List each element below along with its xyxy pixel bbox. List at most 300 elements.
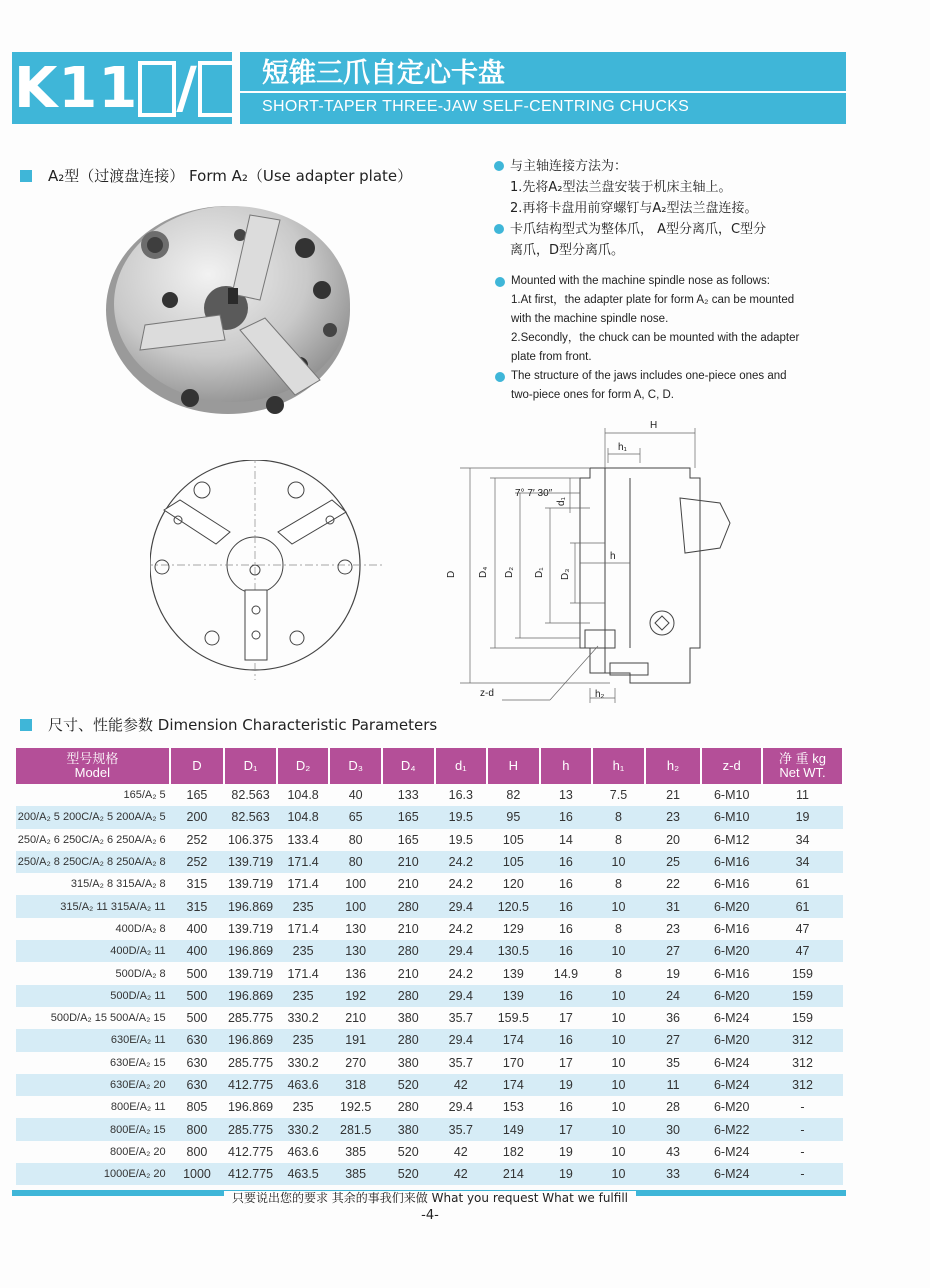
table-cell: 196.869 [224,895,277,917]
table-cell: 139.719 [224,851,277,873]
column-header: z-d [701,748,762,784]
table-cell: 10 [592,1029,645,1051]
table-cell: 16 [540,806,593,828]
table-cell: 159 [792,966,813,981]
svg-text:h₂: h₂ [595,689,605,700]
table-cell: 16 [540,851,593,873]
table-cell: 6-M20 [701,1029,762,1051]
table-cell: 10 [592,1118,645,1140]
table-row [16,1007,843,1029]
table-row [16,985,843,1007]
table-cell: 330.2 [287,1055,319,1070]
table-cell: 16 [558,1100,573,1115]
table-cell: 630 [170,1074,225,1096]
bullet-icon [494,224,504,234]
column-header: 净 重 kg Net WT. [762,748,843,784]
table-cell: 165 [186,788,208,803]
table-cell: 16 [540,1029,593,1051]
table-cell: 130.5 [487,940,540,962]
table-cell: 14 [558,832,573,847]
table-cell: 6-M12 [713,832,750,847]
table-cell: 280 [397,1100,419,1115]
table-cell: 520 [382,1074,435,1096]
table-cell: 29.4 [435,940,488,962]
table-cell: 6-M24 [713,1055,750,1070]
bullet-icon [495,372,505,382]
table-cell: 252 [170,851,225,873]
table-cell: 28 [666,1100,681,1115]
table-cell: 463.6 [287,1144,319,1159]
table-cell: 16 [558,877,573,892]
table-cell: 280 [382,985,435,1007]
table-cell: 19 [540,1163,593,1185]
column-header: H [487,748,540,784]
table-cell: 6-M10 [701,806,762,828]
table-cell: 235 [292,1100,314,1115]
table-cell: 210 [382,851,435,873]
table-cell: 196.869 [224,985,277,1007]
table-row [16,1074,843,1096]
table-cell: 24.2 [448,877,473,892]
table-cell: - [800,1100,805,1115]
table-cell: 252 [186,832,208,847]
table-cell: 463.5 [277,1163,330,1185]
table-row [16,1029,843,1051]
table-cell: 385 [345,1144,367,1159]
table-cell: 42 [453,1144,468,1159]
table-cell: 235 [277,1029,330,1051]
table-cell: 65 [329,806,382,828]
table-cell: 500 [186,966,208,981]
table-cell: - [762,1118,843,1140]
table-cell: 139 [502,966,524,981]
table-cell: 153 [502,1100,524,1115]
column-header: D [170,748,225,784]
svg-text:h₁: h₁ [618,442,627,453]
table-cell: 139.719 [227,966,274,981]
table-cell: 192 [329,985,382,1007]
note-en-5: plate from front. [511,351,592,363]
table-cell: 104.8 [277,806,330,828]
table-cell: 196.869 [224,1029,277,1051]
title-cn: 短锥三爪自定心卡盘 [262,58,505,89]
note-cn-5: 离爪，D型分离爪。 [510,243,625,258]
table-cell: 6-M22 [701,1118,762,1140]
model-cell: 630E/A₂ 20 [16,1074,170,1096]
table-cell: 270 [345,1055,367,1070]
table-cell: 159 [792,1011,813,1026]
table-cell: 312 [762,1029,843,1051]
table-cell: 14.9 [553,966,579,981]
table-cell: 10 [611,1055,626,1070]
column-header: h₂ [645,748,702,784]
table-cell: 16 [558,921,573,936]
column-header: h [540,748,593,784]
model-cell: 315/A₂ 11 315A/A₂ 11 [16,895,170,917]
table-cell: 412.775 [227,1144,274,1159]
table-row [16,784,843,806]
table-cell: 82 [506,788,521,803]
table-cell: 281.5 [329,1118,382,1140]
table-row [16,962,843,984]
table-body [16,784,843,1185]
table-cell: 80 [329,851,382,873]
table-cell: 312 [762,1074,843,1096]
table-cell: 30 [645,1118,702,1140]
table-cell: 139.719 [227,921,274,936]
table-cell: 210 [345,1011,367,1026]
table-cell: 19 [558,1144,573,1159]
table-cell: 412.775 [224,1074,277,1096]
table-cell: 42 [435,1074,488,1096]
table-cell: 19 [762,806,843,828]
section-drawing [440,418,740,708]
table-cell: 6-M20 [713,1100,750,1115]
table-cell: 10 [592,895,645,917]
table-cell: 19 [540,1074,593,1096]
table-cell: 40 [348,788,363,803]
table-cell: 159.5 [497,1011,529,1026]
model-cell: 500D/A₂ 8 [115,967,166,980]
header-rule [240,91,846,93]
table-cell: 6-M16 [713,921,750,936]
svg-text:D₃: D₃ [560,568,571,580]
table-cell: - [762,1163,843,1185]
table-cell: 210 [397,966,419,981]
table-cell: 10 [592,851,645,873]
table-row [16,1163,843,1185]
table-cell: 630 [170,1029,225,1051]
table-cell: 192.5 [340,1100,372,1115]
model-cell: 630E/A₂ 11 [16,1029,170,1051]
table-cell: 6-M24 [701,1074,762,1096]
table-cell: 174 [487,1074,540,1096]
table-cell: 100 [345,877,367,892]
table-cell: 400 [170,940,225,962]
column-header: D₃ [329,748,382,784]
model-cell: 630E/A₂ 15 [110,1056,166,1069]
table-cell: 16 [540,940,593,962]
table-cell: 380 [397,1055,419,1070]
table-header-row [16,748,843,784]
table-cell: 380 [382,1118,435,1140]
table-cell: 82.563 [231,788,270,803]
table-cell: 200 [170,806,225,828]
table-cell: 210 [397,877,419,892]
table-cell: 34 [762,851,843,873]
table-cell: 196.869 [224,940,277,962]
table-cell: 6-M16 [713,966,750,981]
table-cell: 191 [329,1029,382,1051]
table-cell: 196.869 [227,1100,274,1115]
notes-cn [510,156,766,261]
table-cell: 805 [186,1100,208,1115]
table-cell: 500 [186,1011,208,1026]
note-en-3: with the machine spindle nose. [511,313,669,325]
table-cell: 165 [397,832,419,847]
table-cell: 33 [645,1163,702,1185]
table-cell: 31 [645,895,702,917]
svg-text:D: D [446,570,457,578]
table-cell: 23 [645,806,702,828]
table-cell: 285.775 [227,1055,274,1070]
table-cell: 22 [666,877,681,892]
table-cell: 10 [592,985,645,1007]
table-cell: 11 [796,788,809,803]
table-cell: 29.4 [435,985,488,1007]
table-cell: 280 [382,895,435,917]
table-cell: 170 [502,1055,524,1070]
table-cell: 280 [382,1029,435,1051]
notes-en [511,272,799,405]
table-cell: 130 [329,940,382,962]
table-cell: 6-M16 [701,851,762,873]
model-cell: 200/A₂ 5 200C/A₂ 5 200A/A₂ 5 [16,806,170,828]
table-cell: 133 [397,788,419,803]
table-cell: 24.2 [448,921,473,936]
table-cell: 19 [666,966,681,981]
table-cell: 1000 [170,1163,225,1185]
table-cell: 24.2 [448,966,473,981]
table-row [16,940,843,962]
table-cell: 10 [611,1144,626,1159]
table-cell: - [800,1144,805,1159]
table-cell: 120 [502,877,524,892]
table-row [16,1118,843,1140]
model-cell: 800E/A₂ 15 [16,1118,170,1140]
model-cell: 500D/A₂ 11 [16,985,170,1007]
table-cell: 380 [397,1011,419,1026]
table-cell: 6-M24 [701,1163,762,1185]
table-cell: 800 [186,1144,208,1159]
table-cell: 24.2 [435,851,488,873]
table-cell: 174 [487,1029,540,1051]
table-cell: 318 [329,1074,382,1096]
product-code: K11 / [14,54,236,124]
note-en-7: two-piece ones for form A, C, D. [511,389,674,401]
table-cell: 43 [666,1144,681,1159]
table-row [16,918,843,940]
table-cell: 171.4 [277,851,330,873]
svg-text:7° 7′ 30″: 7° 7′ 30″ [515,488,553,499]
table-cell: 29.4 [448,1100,473,1115]
table-row [16,1141,843,1163]
model-cell: 250/A₂ 8 250C/A₂ 8 250A/A₂ 8 [16,851,170,873]
table-cell: 159 [762,985,843,1007]
table-cell: 27 [645,940,702,962]
column-header: D₂ [277,748,330,784]
table-cell: 315 [170,895,225,917]
table-row [16,895,843,917]
table-cell: 61 [762,895,843,917]
model-cell: 400D/A₂ 8 [115,922,166,935]
chuck-photo [100,190,350,420]
table-cell: 210 [397,921,419,936]
column-header: d₁ [435,748,488,784]
table-cell: 630 [186,1055,208,1070]
table-cell: 500 [170,985,225,1007]
table-cell: 171.4 [287,921,319,936]
table-cell: 6-M20 [701,940,762,962]
square-bullet-icon [20,719,32,731]
table-cell: 17 [558,1055,573,1070]
table-cell: 8 [615,877,622,892]
svg-text:D₂: D₂ [504,566,515,578]
table-cell: 17 [540,1118,593,1140]
column-header: h₁ [592,748,645,784]
table-cell: 10 [592,1074,645,1096]
column-header: 型号规格 Model [16,748,170,784]
table-cell: 214 [487,1163,540,1185]
bullet-icon [495,277,505,287]
table-cell: 47 [795,921,810,936]
table-cell: 27 [645,1029,702,1051]
svg-text:d₁: d₁ [556,497,567,506]
square-bullet-icon [20,170,32,182]
table-cell: 171.4 [287,877,319,892]
table-cell: 35.7 [448,1055,473,1070]
table-cell: 285.775 [227,1011,274,1026]
table-cell: 13 [558,788,573,803]
table-cell: 95 [487,806,540,828]
model-cell: 250/A₂ 6 250C/A₂ 6 250A/A₂ 6 [17,833,166,846]
svg-text:h: h [610,551,616,562]
column-header: D₄ [382,748,435,784]
table-cell: 20 [666,832,681,847]
table-cell: 100 [329,895,382,917]
table-row [16,1096,843,1118]
table-cell: 280 [382,940,435,962]
model-cell: 800E/A₂ 11 [110,1101,166,1114]
table-cell: 19.5 [448,832,473,847]
table-cell: 139.719 [227,877,274,892]
table-cell: 7.5 [609,788,628,803]
table-cell: 29.4 [435,1029,488,1051]
note-cn-3: 2.再将卡盘用前穿螺钉与A₂型法兰盘连接。 [510,201,758,216]
table-row [16,806,843,828]
table-cell: 19.5 [435,806,488,828]
table-cell: 35.7 [435,1118,488,1140]
table-cell: 6-M20 [701,895,762,917]
table-cell: 24 [645,985,702,1007]
table-cell: 129 [502,921,524,936]
table-cell: 800 [170,1118,225,1140]
table-row [16,829,843,851]
table-cell: 463.6 [277,1074,330,1096]
note-cn-2: 1.先将A₂型法兰盘安装于机床主轴上。 [510,180,732,195]
table-cell: 10 [611,1100,626,1115]
note-en-6: The structure of the jaws includes one-piece ones and [511,367,799,386]
table-cell: 312 [792,1055,813,1070]
table-cell: 130 [345,921,367,936]
table-cell: 6-M10 [713,788,750,803]
table-cell: 21 [666,788,681,803]
table-cell: 29.4 [435,895,488,917]
table-cell: 235 [277,940,330,962]
model-cell: 500D/A₂ 15 500A/A₂ 15 [50,1012,166,1025]
note-en-1: Mounted with the machine spindle nose as follows: [511,272,799,291]
note-en-2: 1.At first，the adapter plate for form A₂ can be mounted [511,294,795,306]
table-cell: 235 [277,985,330,1007]
table-cell: 171.4 [287,966,319,981]
table-cell: 10 [592,1163,645,1185]
table-cell: 36 [666,1011,681,1026]
table-cell: 104.8 [287,788,319,803]
svg-text:H: H [650,420,658,431]
column-header: D₁ [224,748,277,784]
table-cell: 25 [645,851,702,873]
table-cell: 16.3 [448,788,473,803]
table-cell: 330.2 [287,1011,319,1026]
svg-text:D₄: D₄ [478,566,489,578]
table-cell: 6-M16 [713,877,750,892]
table-cell: 285.775 [224,1118,277,1140]
table-cell: 133.4 [287,832,319,847]
model-cell: 1000E/A₂ 20 [16,1163,170,1185]
table-cell: 412.775 [224,1163,277,1185]
footer-slogan: 只要说出您的要求 其余的事我们来做 What you request What we fulfill [0,1188,860,1208]
table-cell: 330.2 [277,1118,330,1140]
bullet-icon [494,161,504,171]
model-cell: 400D/A₂ 11 [16,940,170,962]
table-cell: 385 [329,1163,382,1185]
table-row [16,851,843,873]
table-cell: 165 [382,806,435,828]
table-cell: 34 [795,832,810,847]
table-cell: 520 [397,1144,419,1159]
table-cell: 42 [435,1163,488,1185]
front-view-drawing [150,460,390,700]
table-cell: 35 [666,1055,681,1070]
note-en-4: 2.Secondly，the chuck can be mounted with the adapter [511,332,800,344]
table-cell: 315 [186,877,208,892]
table-row [16,873,843,895]
table-cell: 61 [795,877,810,892]
table-cell: 136 [345,966,367,981]
table-cell: 80 [348,832,363,847]
table-cell: 8 [592,806,645,828]
note-cn-4: 卡爪结构型式为整体爪， A型分离爪，C型分 [510,219,766,240]
note-cn-1: 与主轴连接方法为： [510,156,766,177]
table-cell: 400 [186,921,208,936]
table-cell: 182 [502,1144,524,1159]
model-cell: 315/A₂ 8 315A/A₂ 8 [70,878,166,891]
model-cell: 800E/A₂ 20 [110,1145,166,1158]
table-cell: 6-M24 [713,1011,750,1026]
table-cell: 105 [487,851,540,873]
table-cell: 8 [615,966,622,981]
table-cell: 139 [487,985,540,1007]
table-cell: 16 [540,895,593,917]
table-cell: 149 [487,1118,540,1140]
table-cell: 10 [592,940,645,962]
table-cell: 8 [615,832,622,847]
header-divider [232,52,240,124]
svg-text:z-d: z-d [480,688,494,699]
table-cell: 8 [615,921,622,936]
table-row [16,1052,843,1074]
table-cell: 11 [645,1074,702,1096]
page-number: -4- [421,1208,439,1223]
table-cell: 120.5 [487,895,540,917]
table-cell: 6-M20 [701,985,762,1007]
table-cell: 47 [762,940,843,962]
spec-table [16,748,844,1185]
table-cell: 235 [277,895,330,917]
table-cell: 16 [540,985,593,1007]
table-cell: 23 [666,921,681,936]
table-cell: 35.7 [448,1011,473,1026]
